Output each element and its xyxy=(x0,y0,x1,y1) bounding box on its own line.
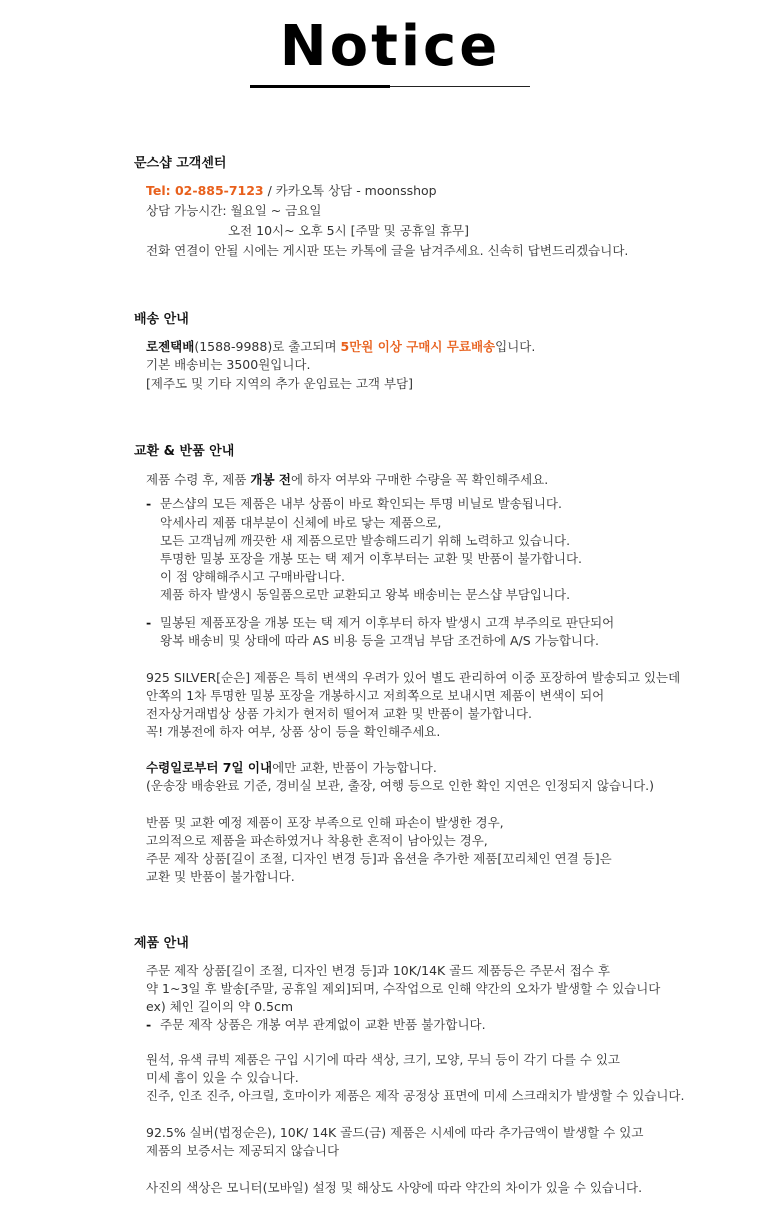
dash-bullet: - xyxy=(146,615,152,630)
no-return-1: 고의적으로 제품을 파손하였거나 착용한 흔적이 남아있는 경우, xyxy=(146,833,488,848)
custom-last-line xyxy=(146,1016,486,1034)
dash-bullet: - xyxy=(146,496,152,511)
exchange-intro-a: 제품 수령 후, 제품 xyxy=(146,472,251,487)
metal-1: 제품의 보증서는 제공되지 않습니다 xyxy=(146,1143,340,1158)
metal-0: 92.5% 실버(법정순은), 10K/ 14K 골드(금) 제품은 시세에 따라 추가금액이 발생할 수 있고 xyxy=(146,1125,644,1140)
period-rest: 에만 교환, 반품이 가능합니다. xyxy=(272,760,437,775)
custom-last: 주문 제작 상품은 개봉 여부 관계없이 교환 반품 불가합니다. xyxy=(160,1017,486,1032)
exchange-intro xyxy=(146,471,548,489)
photo-note: 사진의 색상은 모니터(모바일) 설정 및 해상도 사양에 따라 약간의 차이가 있을 수 있습니다. xyxy=(146,1180,643,1195)
exchange-p2-1: 왕복 배송비 및 상태에 따라 AS 비용 등을 고객님 부담 조건하에 A/S 가능합니다. xyxy=(160,633,600,648)
no-return-2: 주문 제작 상품[길이 조절, 디자인 변경 등]과 옵션을 추가한 제품[꼬리체인 연결 등]은 xyxy=(146,851,612,866)
period-bold: 수령일로부터 7일 이내 xyxy=(146,760,273,775)
exchange-p2-0: 밀봉된 제품포장을 개봉 또는 택 제거 이후부터 하자 발생시 고객 부주의로 판단되어 xyxy=(160,615,615,630)
exchange-p1-0: 문스샵의 모든 제품은 내부 상품이 바로 확인되는 투명 비닐로 발송됩니다. xyxy=(160,496,562,511)
no-return-0: 반품 및 교환 예정 제품이 포장 부족으로 인해 파손이 발생한 경우, xyxy=(146,815,504,830)
shipping-free-tail: 입니다. xyxy=(495,339,536,354)
period-line xyxy=(146,759,437,777)
exchange-p1-line xyxy=(146,495,562,513)
custom-0: 주문 제작 상품[길이 조절, 디자인 변경 등]과 10K/14K 골드 제품등은 주문서 접수 후 xyxy=(146,963,611,978)
custom-2: ex) 체인 길이의 약 0.5cm xyxy=(146,999,294,1014)
cs-kakao: / 카카오톡 상담 - moonsshop xyxy=(263,183,437,198)
exchange-intro-b: 개봉 전 xyxy=(250,472,291,487)
stone-0: 원석, 유색 큐빅 제품은 구입 시기에 따라 색상, 크기, 모양, 무늬 등이 각기 다를 수 있고 xyxy=(146,1052,620,1067)
stone-1: 미세 흠이 있을 수 있습니다. xyxy=(146,1070,299,1085)
no-return-3: 교환 및 반품이 불가합니다. xyxy=(146,869,295,884)
shipping-fee: 기본 배송비는 3500원입니다. xyxy=(146,357,311,372)
title-divider-accent xyxy=(250,85,390,88)
exchange-p1-1: 악세사리 제품 대부분이 신체에 바로 닿는 제품으로, xyxy=(160,515,442,530)
exchange-p1-2: 모든 고객님께 깨끗한 새 제품으로만 발송해드리기 위해 노력하고 있습니다. xyxy=(160,533,571,548)
silver-0: 925 SILVER[순은] 제품은 특히 변색의 우려가 있어 별도 관리하여 이중 포장하여 발송되고 있는데 xyxy=(146,670,681,685)
stone-2: 진주, 인조 진주, 아크릴, 호마이카 제품은 제작 공정상 표면에 미세 스크래치가 발생할 수 있습니다. xyxy=(146,1088,685,1103)
shipping-courier-line xyxy=(146,338,535,356)
exchange-intro-c: 에 하자 여부와 구매한 수량을 꼭 확인해주세요. xyxy=(290,472,549,487)
custom-1: 약 1~3일 후 발송[주말, 공휴일 제외]되며, 수작업으로 인해 약간의 오차가 발생할 수 있습니다 xyxy=(146,981,661,996)
silver-1: 안쪽의 1차 투명한 밀봉 포장을 개봉하시고 저희쪽으로 보내시면 제품이 변색이 되어 xyxy=(146,688,605,703)
page-title: Notice xyxy=(279,14,501,79)
period-note: (운송장 배송완료 기준, 경비실 보관, 출장, 여행 등으로 인한 확인 지연은 인정되지 않습니다.) xyxy=(146,778,655,793)
exchange-p1-5: 제품 하자 발생시 동일품으로만 교환되고 왕복 배송비는 문스샵 부담입니다. xyxy=(160,587,571,602)
shipping-heading: 배송 안내 xyxy=(134,312,189,327)
cs-heading: 문스샵 고객센터 xyxy=(134,156,227,171)
cs-contact-line xyxy=(146,182,437,200)
exchange-heading: 교환 & 반품 안내 xyxy=(134,444,235,459)
silver-2: 전자상거래법상 상품 가치가 현저히 떨어져 교환 및 반품이 불가합니다. xyxy=(146,706,532,721)
exchange-p2-line xyxy=(146,614,614,632)
shipping-courier-rest: (1588-9988)로 출고되며 xyxy=(194,339,341,354)
silver-3: 꼭! 개봉전에 하자 여부, 상품 상이 등을 확인해주세요. xyxy=(146,724,441,739)
shipping-free: 5만원 이상 구매시 무료배송 xyxy=(340,339,496,354)
product-heading: 제품 안내 xyxy=(134,936,189,951)
dash-bullet: - xyxy=(146,1017,152,1032)
cs-note: 전화 연결이 안될 시에는 게시판 또는 카톡에 글을 남겨주세요. 신속히 답변드리겠습니다. xyxy=(146,243,629,258)
shipping-extra: [제주도 및 기타 지역의 추가 운임료는 고객 부담] xyxy=(146,376,413,391)
cs-hours-days: 상담 가능시간: 월요일 ~ 금요일 xyxy=(146,203,322,218)
exchange-p1-4: 이 점 양해해주시고 구매바랍니다. xyxy=(160,569,345,584)
cs-tel: Tel: 02-885-7123 xyxy=(146,183,264,198)
exchange-p1-3: 투명한 밀봉 포장을 개봉 또는 택 제거 이후부터는 교환 및 반품이 불가합니다. xyxy=(160,551,583,566)
shipping-courier: 로젠택배 xyxy=(146,339,195,354)
cs-hours-time: 오전 10시~ 오후 5시 [주말 및 공휴일 휴무] xyxy=(228,223,469,238)
